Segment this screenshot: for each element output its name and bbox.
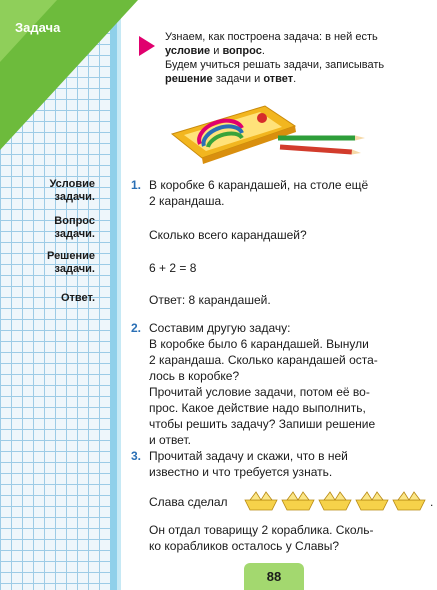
topic-title: Задача (15, 20, 61, 35)
label-answer: Ответ. (60, 292, 95, 304)
task3-question: Он отдал товарищу 2 кораблика. Сколь- ко корабликов осталось у Славы? (149, 523, 374, 553)
label-condition: Условие задачи. (49, 178, 95, 203)
task2-text: Составим другую задачу: В коробке было 6 карандашей. Вынули 2 карандаша. Сколько карандашей оста- лось в коробке? Прочитай условие задачи, потом её во- прос. Какое действие надо выполнить, чтобы решить задачу? Запиши решение и ответ. (149, 321, 378, 447)
paper-boat-icon (356, 492, 388, 510)
intro-line: Будем учиться решать задачи, записывать (165, 59, 385, 71)
term-solution: решение (165, 73, 213, 85)
intro-line: условие и вопрос. (165, 45, 265, 57)
task-number: 2. (131, 321, 142, 335)
term-question: вопрос (222, 45, 262, 57)
page-number-tab (244, 563, 304, 590)
task3-dot: . (430, 495, 434, 509)
topic-corner (0, 0, 138, 150)
label-solution: Решение задачи. (47, 250, 95, 275)
task-number: 1. (131, 178, 142, 192)
task1-condition: В коробке 6 карандашей, на столе ещё 2 карандаша. (149, 178, 369, 208)
intro-text (165, 30, 429, 86)
paper-boat-icon (393, 492, 425, 510)
pencil-box-illustration (170, 104, 370, 164)
task3-slava: Слава сделал (149, 495, 228, 509)
task1-question: Сколько всего карандашей? (149, 228, 307, 242)
paper-boat-icon (319, 492, 351, 510)
task3-text: Прочитай задачу и скажи, что в ней известно и что требуется узнать. (149, 449, 348, 479)
intro-marker-icon (139, 36, 155, 56)
paper-boat-icon (282, 492, 314, 510)
intro-line: решение задачи и ответ. (165, 73, 297, 85)
paper-boat-icon (245, 492, 277, 510)
label-question: Вопрос задачи. (54, 215, 95, 240)
red-pencil-icon (280, 147, 352, 152)
paper-boats (243, 491, 433, 511)
task-number: 3. (131, 449, 142, 463)
term-answer: ответ (263, 73, 294, 85)
page-number: 88 (266, 569, 282, 584)
task1-answer: Ответ: 8 карандашей. (149, 293, 271, 307)
term-condition: условие (165, 45, 211, 57)
intro-line: Узнаем, как построена задача: в ней есть (165, 31, 378, 43)
task1-solution: 6 + 2 = 8 (149, 261, 197, 275)
